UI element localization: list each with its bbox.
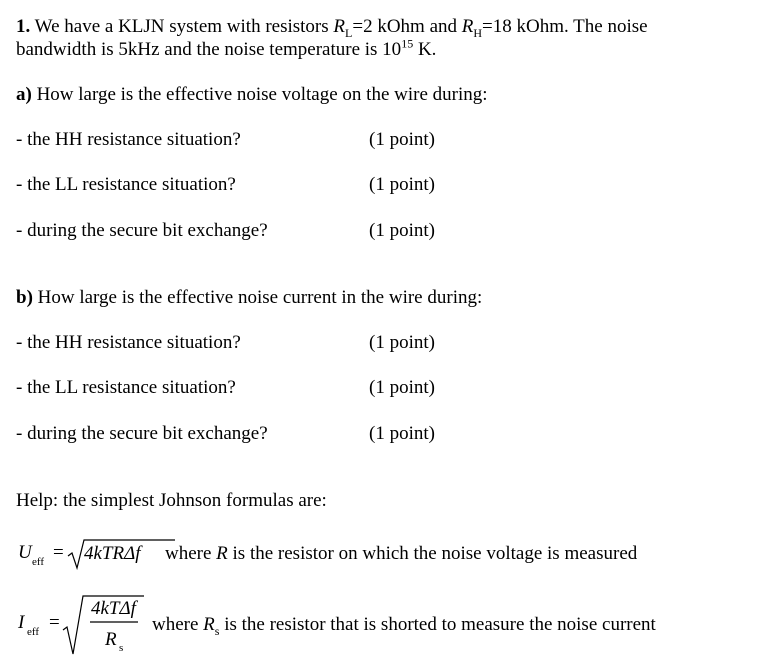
rl-symbol: R [333,16,346,37]
problem-line-2 [16,36,437,61]
part-a-item-3-points: (1 point) [369,220,435,241]
i-where-r-subscript: s [214,623,220,638]
rl-value: =2 kOhm and [352,16,462,37]
i-symbol: I [18,612,25,633]
u-where-b: is the resistor on which the noise voltage is measured [227,543,638,564]
part-b-item-2-points: (1 point) [369,377,435,398]
part-b-question [16,287,482,309]
part-b-item-1: - the HH resistance situation? [16,332,241,353]
u-subscript: eff [32,556,45,568]
part-a-question [16,84,488,106]
u-equals: = [53,542,64,563]
rl-subscript: L [345,25,353,40]
u-symbol: U [18,542,32,563]
part-a-text: How large is the effective noise voltage on the wire during: [31,84,488,105]
problem-line-1 [16,16,648,38]
i-denominator: R [105,629,117,650]
i-equals: = [49,612,60,633]
part-b-label: b) [16,287,33,308]
part-b-item-3-points: (1 point) [369,423,435,444]
temperature-exponent: 15 [401,36,414,51]
i-denominator-subscript: s [119,642,124,654]
u-explanation [165,543,637,565]
part-a-item-1: - the HH resistance situation? [16,129,241,150]
problem-text-1a: We have a KLJN system with resistors [34,16,334,37]
i-explanation [152,614,656,636]
i-where-r: R [203,614,215,635]
part-b-item-2: - the LL resistance situation? [16,377,236,398]
i-subscript: eff [27,626,40,638]
u-radicand: 4kTRΔf [84,543,141,564]
part-b-item-1-points: (1 point) [369,332,435,353]
part-a-item-2-points: (1 point) [369,174,435,195]
problem-number: 1. [16,16,31,37]
part-a-label: a) [16,84,32,105]
i-where-a: where [152,614,204,635]
u-where-r: R [216,543,228,564]
rh-symbol: R [461,16,474,37]
rh-value: =18 kOhm. The noise [482,16,648,37]
part-a-item-2: - the LL resistance situation? [16,174,236,195]
part-a-item-3: - during the secure bit exchange? [16,220,268,241]
current-formula [16,594,146,658]
part-a-item-1-points: (1 point) [369,129,435,150]
problem-text-2a: bandwidth is 5kHz and the noise temperature is 10 [16,39,402,60]
rh-subscript: H [473,25,483,40]
i-where-b: is the resistor that is shorted to measure the noise current [219,614,656,635]
part-b-item-3: - during the secure bit exchange? [16,423,268,444]
u-where-a: where [165,543,217,564]
i-numerator: 4kTΔf [91,598,136,619]
part-b-text: How large is the effective noise current in the wire during: [32,287,483,308]
voltage-formula [16,538,176,574]
problem-text-2b: K. [413,39,437,60]
help-intro: Help: the simplest Johnson formulas are: [16,490,327,511]
